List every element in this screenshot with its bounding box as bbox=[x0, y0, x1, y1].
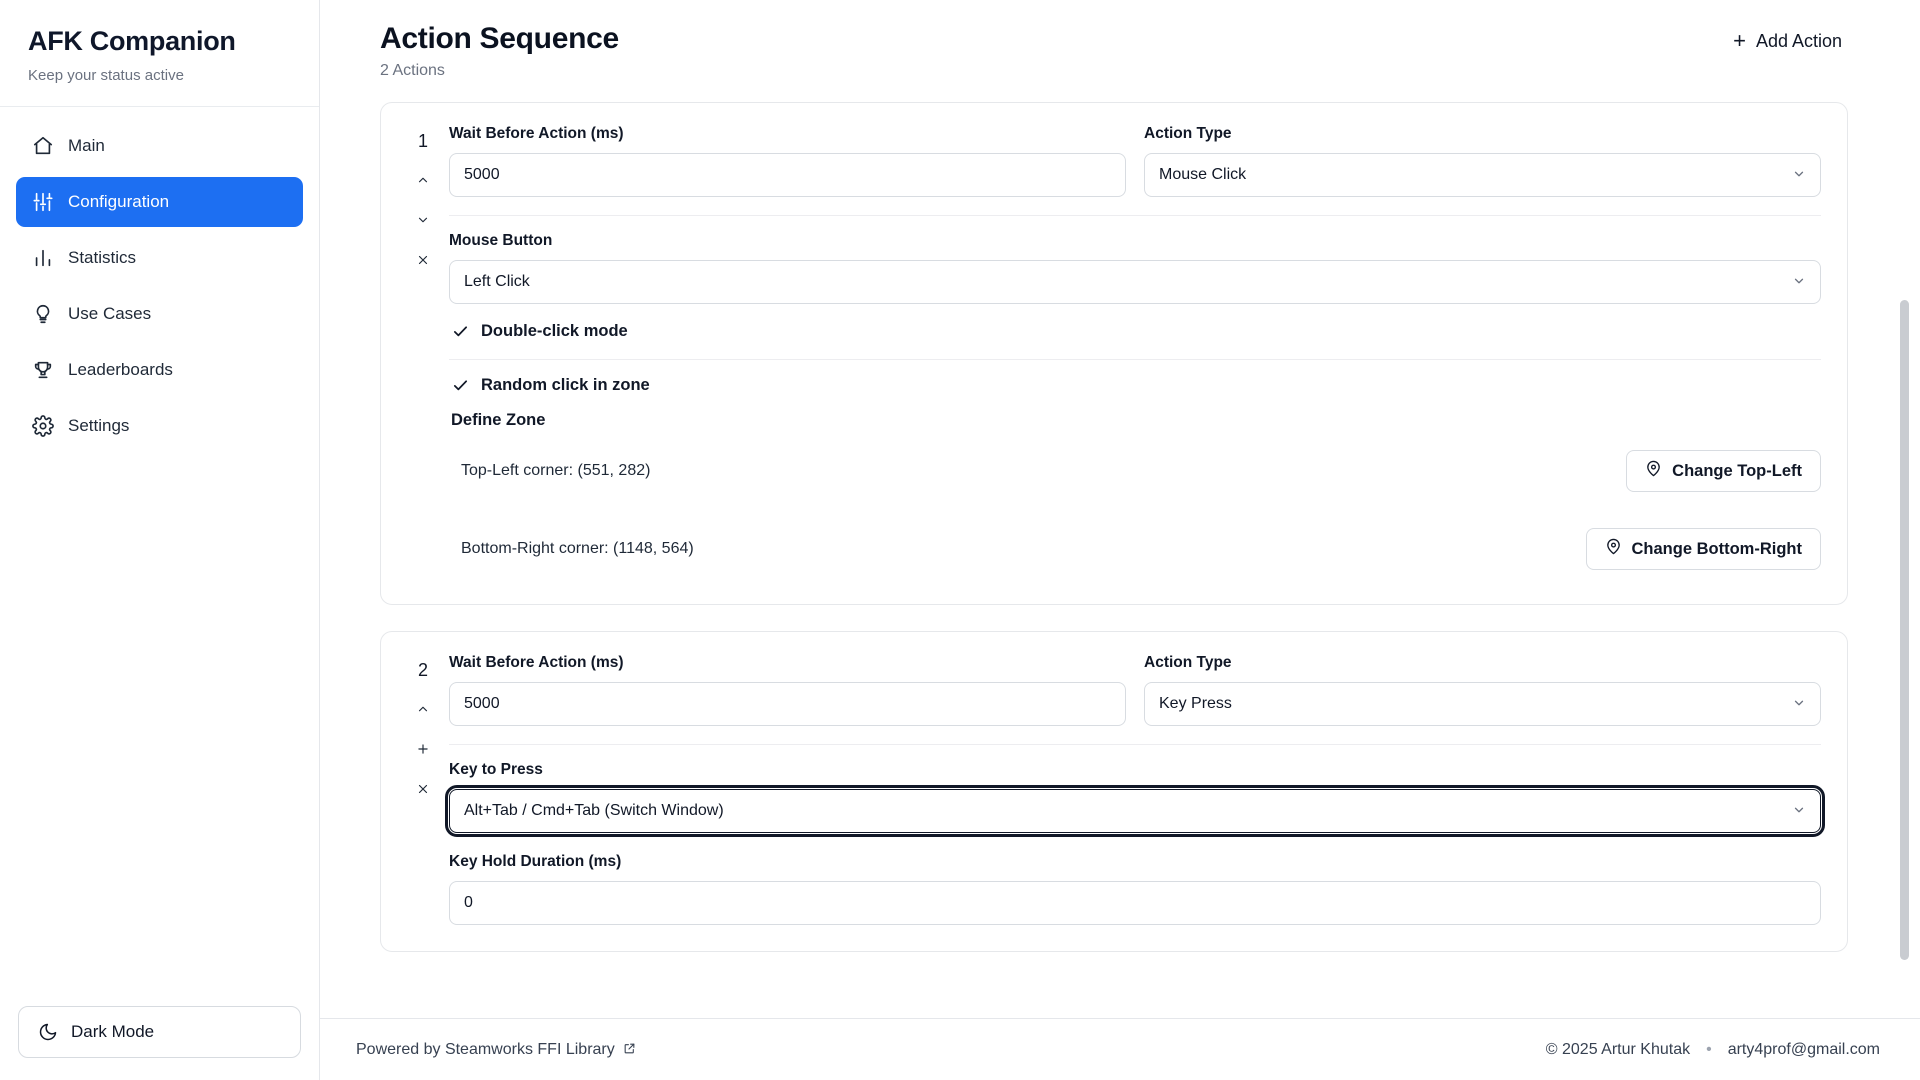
plus-icon: + bbox=[1733, 28, 1746, 53]
page-header-text bbox=[380, 22, 619, 80]
chevron-down-icon bbox=[1792, 803, 1806, 820]
bottom-right-coordinates: Bottom-Right corner: (1148, 564) bbox=[461, 540, 694, 557]
divider bbox=[449, 215, 1821, 216]
wait-and-type-row bbox=[449, 652, 1821, 726]
sidebar-item-settings[interactable] bbox=[16, 401, 303, 451]
key-hold-duration-label: Key Hold Duration (ms) bbox=[449, 853, 622, 870]
action-card bbox=[380, 631, 1848, 952]
double-click-mode-checkbox[interactable] bbox=[451, 322, 1821, 341]
action-count: 2 Actions bbox=[380, 62, 445, 79]
sidebar-item-label: Statistics bbox=[68, 248, 137, 267]
add-action-below-button[interactable] bbox=[410, 736, 436, 762]
mouse-button-value: Left Click bbox=[464, 273, 530, 290]
chevron-down-icon bbox=[1792, 167, 1806, 184]
top-left-zone-row bbox=[449, 442, 1821, 500]
sidebar-item-label: Configuration bbox=[68, 192, 170, 211]
wait-before-action-field bbox=[449, 123, 1126, 197]
delete-action-button[interactable] bbox=[410, 247, 436, 273]
change-top-left-label: Change Top-Left bbox=[1672, 461, 1802, 480]
app-title: AFK Companion bbox=[28, 26, 236, 56]
map-pin-icon bbox=[1645, 460, 1662, 482]
key-to-press-label: Key to Press bbox=[449, 761, 543, 778]
action-type-field bbox=[1144, 652, 1821, 726]
dark-mode-toggle[interactable] bbox=[18, 1006, 301, 1058]
check-icon bbox=[451, 323, 469, 341]
action-type-field bbox=[1144, 123, 1821, 197]
action-type-value: Mouse Click bbox=[1159, 166, 1247, 183]
page-header bbox=[360, 22, 1864, 80]
random-click-in-zone-checkbox[interactable] bbox=[451, 376, 1821, 395]
wait-before-action-label: Wait Before Action (ms) bbox=[449, 654, 624, 671]
action-type-select[interactable] bbox=[1144, 153, 1821, 197]
app-subtitle: Keep your status active bbox=[28, 67, 184, 84]
page-title: Action Sequence bbox=[380, 22, 619, 55]
sidebar bbox=[0, 0, 320, 1080]
wait-before-action-input[interactable]: 5000 bbox=[449, 153, 1126, 197]
action-type-value: Key Press bbox=[1159, 695, 1232, 712]
sidebar-item-statistics[interactable] bbox=[16, 233, 303, 283]
random-click-in-zone-label: Random click in zone bbox=[481, 376, 650, 394]
check-icon bbox=[451, 377, 469, 395]
change-top-left-button[interactable] bbox=[1626, 450, 1821, 492]
chevron-down-icon bbox=[1792, 274, 1806, 291]
copyright-text: © 2025 Artur Khutak bbox=[1545, 1040, 1691, 1058]
double-click-mode-label: Double-click mode bbox=[481, 322, 628, 340]
separator-dot: • bbox=[1706, 1040, 1712, 1058]
sidebar-item-main[interactable] bbox=[16, 121, 303, 171]
external-link-icon bbox=[623, 1042, 636, 1058]
key-to-press-value: Alt+Tab / Cmd+Tab (Switch Window) bbox=[464, 802, 724, 819]
footer-right bbox=[1546, 1041, 1880, 1059]
footer bbox=[320, 1018, 1920, 1080]
delete-action-button[interactable] bbox=[410, 776, 436, 802]
gear-icon bbox=[32, 415, 54, 437]
key-to-press-field bbox=[449, 761, 1821, 833]
bottom-right-zone-row bbox=[449, 520, 1821, 578]
bar-chart-icon bbox=[32, 247, 54, 269]
sidebar-item-label: Leaderboards bbox=[68, 360, 173, 379]
action-card-controls bbox=[403, 123, 443, 578]
scrollbar-track[interactable] bbox=[1900, 0, 1912, 1018]
top-left-coordinates: Top-Left corner: (551, 282) bbox=[461, 462, 651, 479]
action-type-label: Action Type bbox=[1144, 125, 1232, 142]
powered-by-link[interactable]: Powered by Steamworks FFI Library bbox=[356, 1040, 615, 1058]
action-card-controls bbox=[403, 652, 443, 925]
move-action-up-button[interactable] bbox=[410, 696, 436, 722]
divider bbox=[449, 359, 1821, 360]
contact-email-link[interactable]: arty4prof@gmail.com bbox=[1727, 1040, 1880, 1058]
add-action-label: Add Action bbox=[1755, 30, 1842, 51]
sidebar-nav bbox=[0, 107, 319, 1006]
action-card-body bbox=[449, 123, 1821, 578]
wait-and-type-row bbox=[449, 123, 1821, 197]
sidebar-item-configuration[interactable] bbox=[16, 177, 303, 227]
change-bottom-right-button[interactable] bbox=[1586, 528, 1821, 570]
change-bottom-right-label: Change Bottom-Right bbox=[1631, 539, 1802, 558]
action-index: 2 bbox=[417, 660, 428, 680]
define-zone-heading: Define Zone bbox=[451, 411, 546, 429]
sidebar-footer bbox=[0, 1006, 319, 1080]
brand-block bbox=[0, 0, 319, 107]
sidebar-item-label: Settings bbox=[68, 416, 130, 435]
move-action-down-button[interactable] bbox=[410, 207, 436, 233]
wait-before-action-input[interactable]: 5000 bbox=[449, 682, 1126, 726]
mouse-button-field bbox=[449, 232, 1821, 304]
scroll-content[interactable] bbox=[320, 0, 1920, 1018]
action-card bbox=[380, 102, 1848, 605]
action-card-body bbox=[449, 652, 1821, 925]
sliders-icon bbox=[32, 191, 54, 213]
sidebar-item-label: Use Cases bbox=[68, 304, 152, 323]
sidebar-item-label: Main bbox=[68, 136, 105, 155]
map-pin-icon bbox=[1605, 538, 1622, 560]
scrollbar-thumb[interactable] bbox=[1900, 300, 1909, 960]
key-to-press-select[interactable] bbox=[449, 789, 1821, 833]
home-icon bbox=[32, 135, 54, 157]
chevron-down-icon bbox=[1792, 696, 1806, 713]
key-hold-duration-field bbox=[449, 853, 1821, 925]
main-panel bbox=[320, 0, 1920, 1080]
mouse-button-label: Mouse Button bbox=[449, 232, 553, 249]
sidebar-item-use-cases[interactable] bbox=[16, 289, 303, 339]
key-hold-duration-input[interactable]: 0 bbox=[449, 881, 1821, 925]
wait-before-action-label: Wait Before Action (ms) bbox=[449, 125, 624, 142]
moon-icon bbox=[37, 1021, 59, 1043]
trophy-icon bbox=[32, 359, 54, 381]
dark-mode-label: Dark Mode bbox=[71, 1022, 155, 1041]
action-type-label: Action Type bbox=[1144, 654, 1232, 671]
mouse-button-select[interactable] bbox=[449, 260, 1821, 304]
divider bbox=[449, 744, 1821, 745]
footer-left bbox=[356, 1041, 636, 1059]
sidebar-item-leaderboards[interactable] bbox=[16, 345, 303, 395]
action-index: 1 bbox=[417, 131, 428, 151]
move-action-up-button[interactable] bbox=[410, 167, 436, 193]
lightbulb-icon bbox=[32, 303, 54, 325]
action-type-select[interactable] bbox=[1144, 682, 1821, 726]
add-action-button[interactable] bbox=[1727, 22, 1848, 60]
wait-before-action-field bbox=[449, 652, 1126, 726]
